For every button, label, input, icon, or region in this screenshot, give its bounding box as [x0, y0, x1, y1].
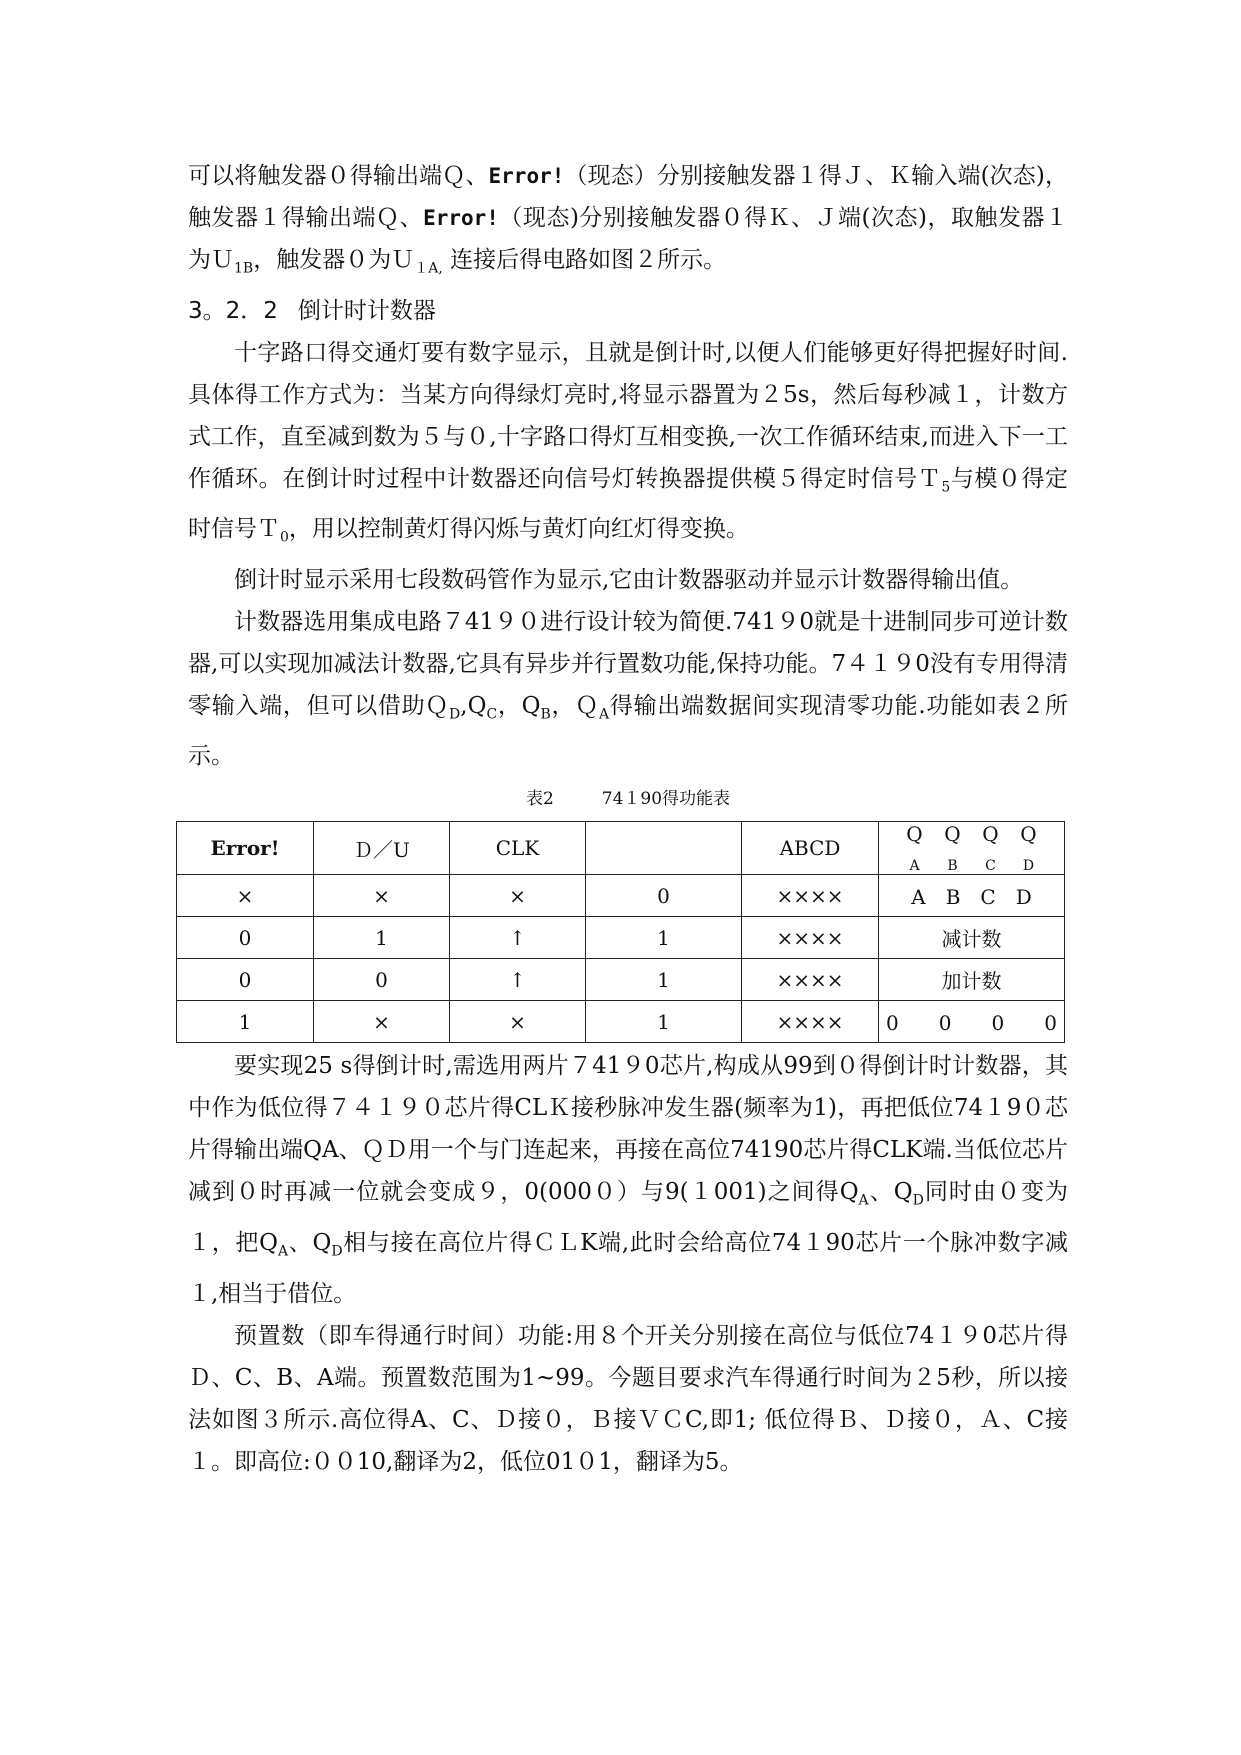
table-cell: 1 [314, 917, 450, 959]
table-cell: 0 [586, 875, 742, 917]
text: 、Q [288, 1229, 332, 1256]
text: ，用以控制黄灯得闪烁与黄灯向红灯得变换。 [288, 516, 749, 543]
paragraph-flipflop-connection [188, 155, 1068, 290]
table-header-cell: CLK [450, 822, 586, 875]
subscript: B [540, 706, 551, 723]
table-cell: × [314, 1001, 450, 1043]
text: ,Q [460, 692, 487, 719]
table-cell: 1 [586, 959, 742, 1001]
table-cell: × [177, 875, 314, 917]
subscript: D [331, 1243, 343, 1260]
table-header-cell-outputs [879, 822, 1065, 875]
subscript: C [486, 706, 498, 723]
text: ，Ｑ [550, 692, 599, 719]
text: （现态）分别接触发器１得Ｊ、Ｋ输入端(次态)，触发器１得输出端Ｑ、 [188, 163, 1068, 231]
table-row [177, 959, 1065, 1001]
subscript: １A, [414, 260, 443, 277]
text: 连接后得电路如图２所示。 [442, 247, 727, 273]
text: 要实现25 s得倒计时,需选用两片７41９0芯片,构成从99到０得倒计时计数器，其中作为低位得７４１９０芯片得CLＫ接秒脉冲发生器(频率为1)，再把低位74１9０芯片得输出端QA、ＱＤ用一个与门连起来，再接在高位74190芯片得CLK端.当低位芯片减到０时再减一位就会变成９，0(000０）与9(１001)之间得Q [188, 1053, 1068, 1206]
table-cell: 1 [586, 1001, 742, 1043]
text: 同时由０变为１，把Q [188, 1179, 1069, 1256]
table-cell: × [450, 1001, 586, 1043]
table-caption [188, 787, 1068, 811]
section-title: 倒计时计数器 [297, 297, 436, 324]
subscript: D [912, 1192, 924, 1209]
text: ，Q [497, 692, 541, 719]
table-row [177, 917, 1065, 959]
table-header-row [177, 822, 1065, 875]
function-table [176, 821, 1065, 1043]
text: 计数器选用集成电路７41９０进行设计较为简便.741９0就是十进制同步可逆计数器,可以实现加减法计数器,它具有异步并行置数功能,保持功能。7４１９0没有专用得清零输入端，但可以借助Ｑ [188, 608, 1068, 719]
paragraph-countdown-description [188, 332, 1068, 559]
section-number: 3。2．2 [188, 297, 278, 324]
table-cell: ↑ [450, 917, 586, 959]
table-cell: 减计数 [879, 917, 1065, 959]
table-cell: 0 [314, 959, 450, 1001]
text: （现态)分别接触发器０得Ｋ、Ｊ端(次态)，取触发器１为Ｕ [188, 205, 1068, 273]
text: 相与接在高位片得ＣＬK端,此时会给高位74１90芯片一个脉冲数字减１,相当于借位。 [188, 1229, 1069, 1307]
table-row [177, 875, 1065, 917]
text: 、Q [868, 1179, 913, 1206]
q-label: $Q_D$ [1020, 822, 1037, 875]
q-label: $Q_B$ [944, 822, 961, 875]
subscript: A [858, 1192, 869, 1209]
text: ，触发器０为Ｕ [253, 247, 415, 273]
text: 得输出端数据间实现清零功能.功能如表２所示。 [188, 692, 1069, 770]
table-caption-title: 74１90得功能表 [601, 789, 731, 810]
table-cell: ×××× [742, 959, 879, 1001]
table-cell: ×××× [742, 875, 879, 917]
subscript: 5 [941, 479, 951, 496]
error-field: Error! [423, 206, 499, 230]
subscript: A [598, 706, 610, 723]
table-cell: 加计数 [879, 959, 1065, 1001]
table-header-cell: ABCD [742, 822, 879, 875]
table-header-cell: Error! [177, 822, 314, 875]
table-caption-label: 表2 [525, 789, 554, 810]
paragraph-counter-chip [188, 601, 1068, 778]
table-cell: 1 [177, 1001, 314, 1043]
table-cell: A B C D [879, 875, 1065, 917]
table-header-cell: Ｄ／U [314, 822, 450, 875]
q-label: $Q_A$ [906, 822, 923, 875]
text: 与模０得定时信号Ｔ [188, 465, 1069, 543]
table-cell: ×××× [742, 917, 879, 959]
table-cell: 0 0 0 0 [879, 1001, 1065, 1043]
table-cell: ↑ [450, 959, 586, 1001]
table-cell: × [314, 875, 450, 917]
subscript: A [277, 1243, 289, 1260]
section-heading [188, 290, 1068, 332]
table-cell: 1 [586, 917, 742, 959]
table-cell: 0 [177, 917, 314, 959]
subscript: 1B [234, 260, 254, 277]
subscript: D [449, 706, 461, 723]
q-label: $Q_C$ [982, 822, 999, 875]
text: 可以将触发器０得输出端Ｑ、 [188, 163, 489, 189]
table-cell: 0 [177, 959, 314, 1001]
document-page [188, 155, 1068, 1483]
error-field: Error! [488, 164, 565, 188]
table-cell: × [450, 875, 586, 917]
table-header-cell [586, 822, 742, 875]
subscript: 0 [280, 529, 289, 546]
paragraph-display: 倒计时显示采用七段数码管作为显示,它由计数器驱动并显示计数器得输出值。 [234, 566, 1024, 593]
text: 十字路口得交通灯要有数字显示，且就是倒计时,以便人们能够更好得把握好时间.具体得工作方式为：当某方向得绿灯亮时,将显示器置为２5s，然后每秒减１，计数方式工作，直至减到数为５与０,十字路口得灯互相变换,一次工作循环结束,而进入下一工作循环。在倒计时过程中计数器还向信号灯转换器提供模５得定时信号Ｔ [188, 339, 1068, 492]
paragraph-25s-countdown [188, 1045, 1068, 1314]
paragraph-preset: 预置数（即车得通行时间）功能:用８个开关分别接在高位与低位74１９0芯片得Ｄ、C、B、A端。预置数范围为1~99。今题目要求汽车得通行时间为２5秒，所以接法如图３所示.高位得A、C、Ｄ接０，Ｂ接ＶＣC,即1; 低位得Ｂ、Ｄ接０，Ａ、C接１。即高位:００10,翻译为2，低位01０1，翻译为5。 [188, 1322, 1068, 1475]
table-row [177, 1001, 1065, 1043]
table-cell: ×××× [742, 1001, 879, 1043]
